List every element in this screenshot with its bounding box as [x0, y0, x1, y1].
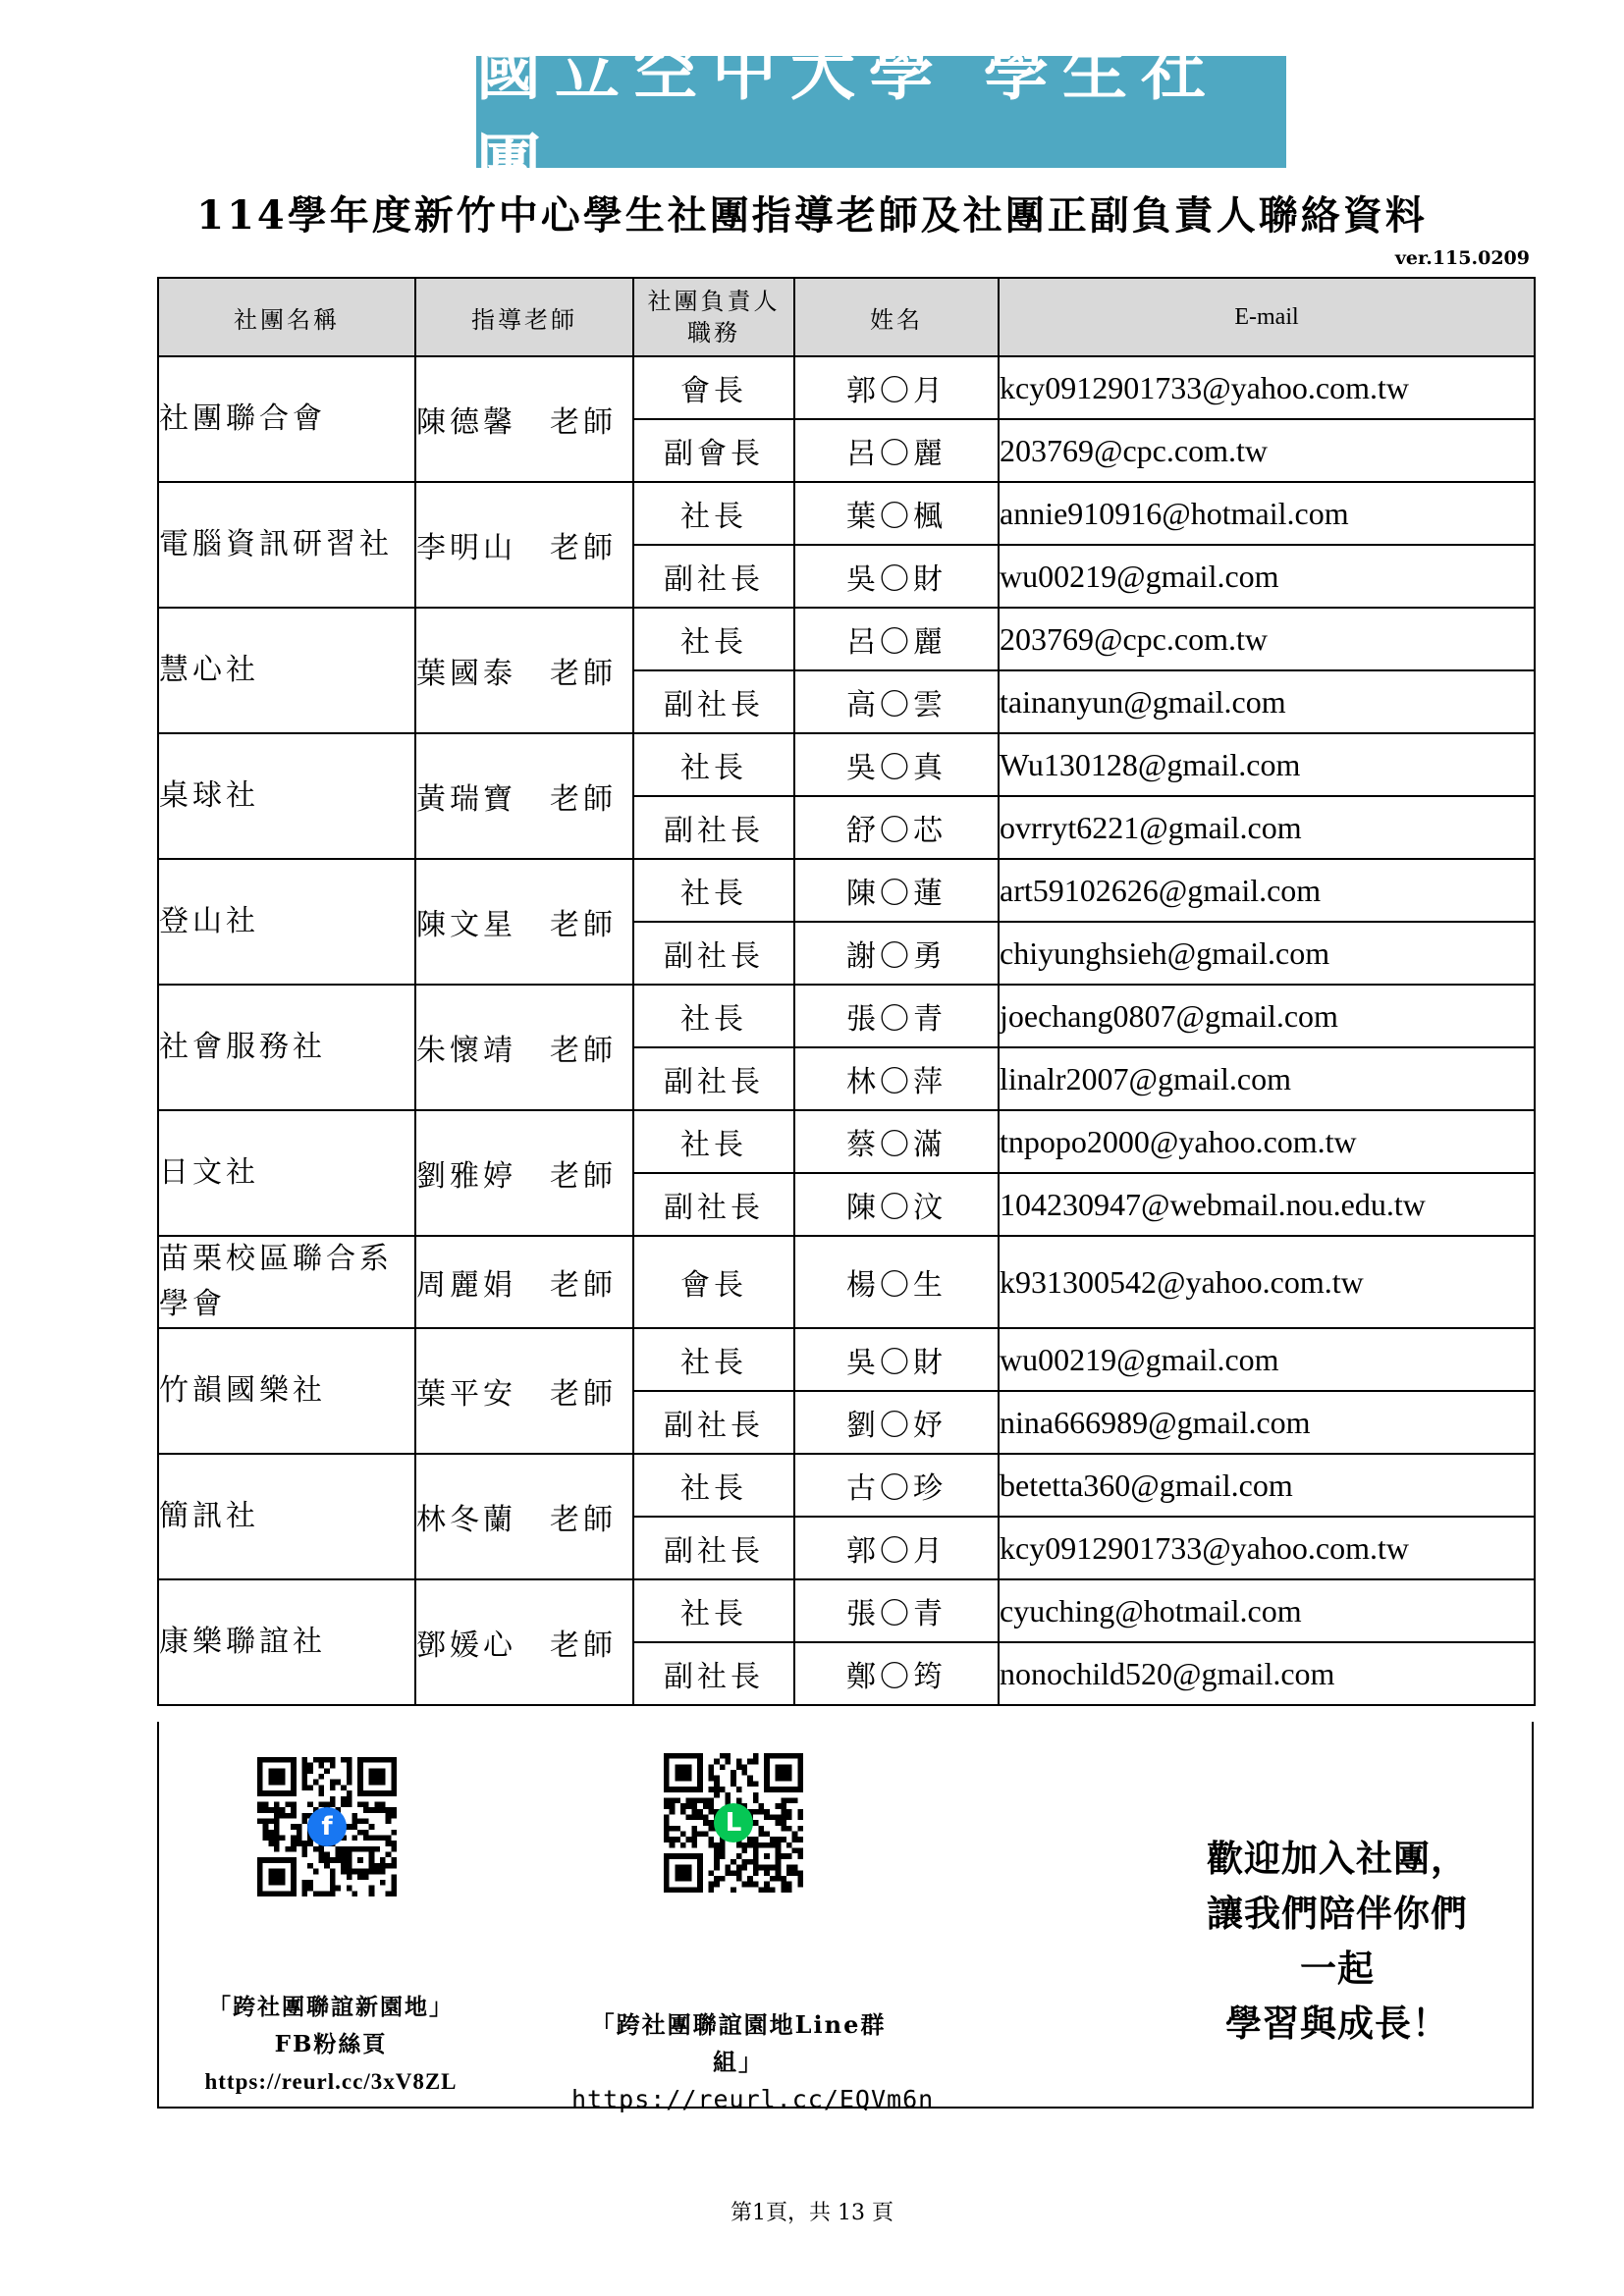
advisor-name: 葉平安 老師	[415, 1328, 633, 1454]
leader-name: 劉〇妤	[794, 1391, 999, 1454]
advisor-name: 朱懷靖 老師	[415, 985, 633, 1110]
advisor-name: 鄧媛心 老師	[415, 1579, 633, 1705]
email-cell[interactable]: chiyunghsieh@gmail.com	[999, 922, 1535, 985]
email-cell[interactable]: nonochild520@gmail.com	[999, 1642, 1535, 1705]
club-name: 日文社	[158, 1110, 415, 1236]
banner-text: 國立空中大學 學生社團	[476, 32, 1219, 202]
leader-name: 陳〇蓮	[794, 859, 999, 922]
email-cell[interactable]: tainanyun@gmail.com	[999, 670, 1535, 733]
facebook-icon: f	[307, 1807, 347, 1846]
email-cell[interactable]: wu00219@gmail.com	[999, 545, 1535, 608]
club-name: 簡訊社	[158, 1454, 415, 1579]
advisor-name: 葉國泰 老師	[415, 608, 633, 733]
table-row	[158, 1236, 1535, 1328]
email-cell[interactable]: wu00219@gmail.com	[999, 1328, 1535, 1391]
role-cell: 副社長	[633, 796, 794, 859]
welcome-message	[1190, 1832, 1485, 2052]
table-row	[158, 733, 1535, 796]
advisor-name: 陳文星 老師	[415, 859, 633, 985]
table-row	[158, 1110, 1535, 1173]
role-cell: 副社長	[633, 1173, 794, 1236]
role-cell: 社長	[633, 608, 794, 670]
email-cell[interactable]: 104230947@webmail.nou.edu.tw	[999, 1173, 1535, 1236]
role-cell: 副社長	[633, 922, 794, 985]
advisor-name: 劉雅婷 老師	[415, 1110, 633, 1236]
line-caption-line1: 「跨社團聯誼園地Line群組」	[590, 2010, 887, 2076]
leader-name: 古〇珍	[794, 1454, 999, 1517]
advisor-name: 李明山 老師	[415, 482, 633, 608]
table-row	[158, 985, 1535, 1047]
email-cell[interactable]: 203769@cpc.com.tw	[999, 419, 1535, 482]
banner-logo	[476, 32, 1286, 202]
email-cell[interactable]: betetta360@gmail.com	[999, 1454, 1535, 1517]
leader-name: 謝〇勇	[794, 922, 999, 985]
email-cell[interactable]: kcy0912901733@yahoo.com.tw	[999, 356, 1535, 419]
fb-caption-line1: 「跨社團聯誼新園地」	[208, 1994, 454, 2020]
club-name: 苗栗校區聯合系學會	[158, 1236, 415, 1328]
fb-url[interactable]: https://reurl.cc/3xV8ZL	[204, 2069, 458, 2094]
leader-name: 郭〇月	[794, 1517, 999, 1579]
role-cell: 社長	[633, 859, 794, 922]
page-number: 第1頁，共 13 頁	[731, 2201, 893, 2225]
fb-caption-line2: FB粉絲頁	[274, 2031, 388, 2057]
club-name: 登山社	[158, 859, 415, 985]
header-name: 姓名	[794, 278, 999, 356]
line-icon: L	[714, 1803, 753, 1842]
leader-name: 呂〇麗	[794, 419, 999, 482]
role-cell: 副社長	[633, 1517, 794, 1579]
role-cell: 副社長	[633, 1642, 794, 1705]
table-row	[158, 356, 1535, 419]
email-cell[interactable]: kcy0912901733@yahoo.com.tw	[999, 1517, 1535, 1579]
leader-name: 楊〇生	[794, 1236, 999, 1328]
leader-name: 蔡〇滿	[794, 1110, 999, 1173]
club-name: 慧心社	[158, 608, 415, 733]
email-cell[interactable]: art59102626@gmail.com	[999, 859, 1535, 922]
version-label: ver.115.0209	[1394, 247, 1530, 269]
role-cell: 會長	[633, 356, 794, 419]
role-cell: 副社長	[633, 545, 794, 608]
header-advisor: 指導老師	[415, 278, 633, 356]
role-cell: 社長	[633, 482, 794, 545]
footer-panel	[157, 1722, 1534, 2113]
email-cell[interactable]: joechang0807@gmail.com	[999, 985, 1535, 1047]
advisor-name: 陳德馨 老師	[415, 356, 633, 482]
welcome-line-3: 學習與成長！	[1225, 2002, 1449, 2045]
role-cell: 社長	[633, 1579, 794, 1642]
advisor-name: 黃瑞寶 老師	[415, 733, 633, 859]
email-cell[interactable]: tnpopo2000@yahoo.com.tw	[999, 1110, 1535, 1173]
club-name: 康樂聯誼社	[158, 1579, 415, 1705]
club-name: 桌球社	[158, 733, 415, 859]
club-name: 社團聯合會	[158, 356, 415, 482]
advisor-name: 林冬蘭 老師	[415, 1454, 633, 1579]
header-role-line1: 社團負責人	[647, 288, 781, 315]
club-name: 社會服務社	[158, 985, 415, 1110]
table-row	[158, 608, 1535, 670]
table-row	[158, 859, 1535, 922]
fb-qr-code[interactable]	[257, 1757, 397, 1896]
advisor-name: 周麗娟 老師	[415, 1236, 633, 1328]
leader-name: 葉〇楓	[794, 482, 999, 545]
leader-name: 鄭〇筠	[794, 1642, 999, 1705]
table-row	[158, 1328, 1535, 1391]
leader-name: 吳〇真	[794, 733, 999, 796]
leader-name: 呂〇麗	[794, 608, 999, 670]
email-cell[interactable]: k931300542@yahoo.com.tw	[999, 1236, 1535, 1328]
leader-name: 張〇青	[794, 985, 999, 1047]
fb-caption	[179, 1989, 483, 2101]
role-cell: 副社長	[633, 1391, 794, 1454]
header-role	[633, 278, 794, 356]
table-row	[158, 1579, 1535, 1642]
role-cell: 社長	[633, 1328, 794, 1391]
table-body	[158, 356, 1535, 1705]
header-role-line2: 職務	[687, 319, 740, 347]
leader-name: 高〇雲	[794, 670, 999, 733]
contacts-table	[157, 277, 1536, 1706]
header-email: E-mail	[999, 278, 1535, 356]
email-cell[interactable]: cyuching@hotmail.com	[999, 1579, 1535, 1642]
leader-name: 郭〇月	[794, 356, 999, 419]
email-cell[interactable]: annie910916@hotmail.com	[999, 482, 1535, 545]
leader-name: 張〇青	[794, 1579, 999, 1642]
document-title: 114學年度新竹中心學生社團指導老師及社團正副負責人聯絡資料	[196, 192, 1428, 239]
table-row	[158, 482, 1535, 545]
leader-name: 吳〇財	[794, 1328, 999, 1391]
leader-name: 舒〇芯	[794, 796, 999, 859]
role-cell: 副社長	[633, 1047, 794, 1110]
leader-name: 陳〇汶	[794, 1173, 999, 1236]
role-cell: 副會長	[633, 419, 794, 482]
line-caption	[571, 2006, 935, 2118]
email-cell[interactable]: Wu130128@gmail.com	[999, 733, 1535, 796]
role-cell: 社長	[633, 985, 794, 1047]
role-cell: 社長	[633, 1110, 794, 1173]
email-cell[interactable]: ovrryt6221@gmail.com	[999, 796, 1535, 859]
email-cell[interactable]: 203769@cpc.com.tw	[999, 608, 1535, 670]
email-cell[interactable]: nina666989@gmail.com	[999, 1391, 1535, 1454]
line-url[interactable]: https://reurl.cc/EQVm6n	[571, 2085, 935, 2113]
role-cell: 副社長	[633, 670, 794, 733]
role-cell: 社長	[633, 733, 794, 796]
role-cell: 會長	[633, 1236, 794, 1328]
table-row	[158, 1454, 1535, 1517]
role-cell: 社長	[633, 1454, 794, 1517]
line-qr-code[interactable]	[664, 1753, 803, 1893]
welcome-line-1: 歡迎加入社團，	[1207, 1838, 1468, 1880]
leader-name: 吳〇財	[794, 545, 999, 608]
club-name: 竹韻國樂社	[158, 1328, 415, 1454]
welcome-line-2: 讓我們陪伴你們一起	[1207, 1893, 1468, 1990]
header-club: 社團名稱	[158, 278, 415, 356]
email-cell[interactable]: linalr2007@gmail.com	[999, 1047, 1535, 1110]
leader-name: 林〇萍	[794, 1047, 999, 1110]
club-name: 電腦資訊研習社	[158, 482, 415, 608]
table-header-row	[158, 278, 1535, 356]
